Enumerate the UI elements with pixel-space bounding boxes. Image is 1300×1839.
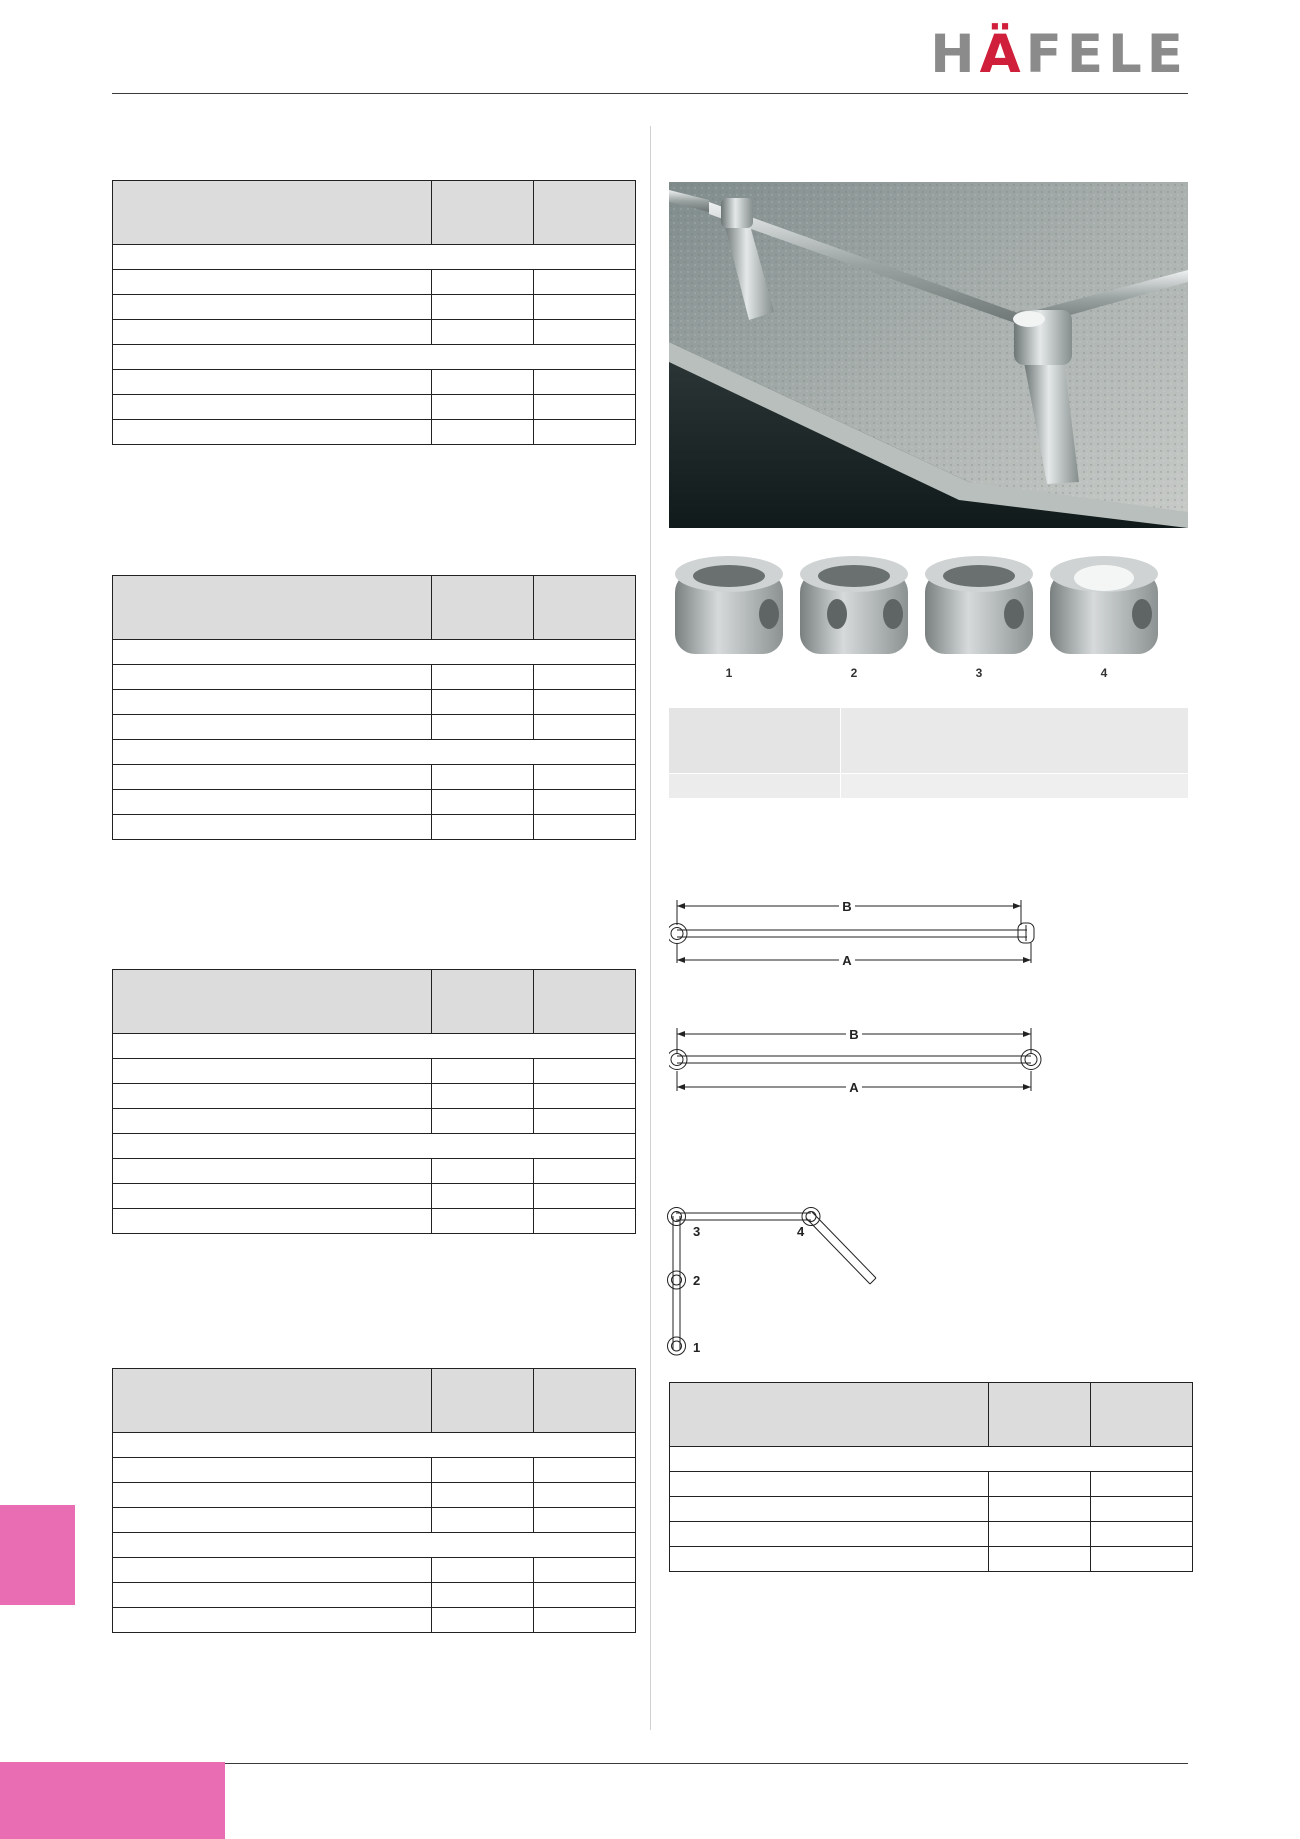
spec-table-5 bbox=[669, 1382, 1193, 1572]
group-row bbox=[113, 345, 636, 370]
brand-logo bbox=[930, 24, 1188, 85]
group-row bbox=[113, 740, 636, 765]
corner-label-2: 2 bbox=[693, 1273, 701, 1288]
header-cell bbox=[113, 1369, 432, 1433]
header-cell bbox=[989, 1383, 1091, 1447]
spec-table-3 bbox=[112, 969, 636, 1234]
dim-label-a: A bbox=[849, 1080, 859, 1093]
railing-product-photo bbox=[669, 182, 1188, 528]
ring-3 bbox=[925, 556, 1033, 654]
header-cell bbox=[113, 970, 432, 1034]
group-row bbox=[113, 1134, 636, 1159]
group-row bbox=[113, 1433, 636, 1458]
header-cell bbox=[113, 181, 432, 245]
dim-label-b: B bbox=[842, 899, 852, 914]
ring-4 bbox=[1050, 556, 1158, 654]
logo-letters-start: H bbox=[930, 24, 980, 85]
header-cell bbox=[432, 181, 534, 245]
straight-rail-drawing-1 bbox=[669, 895, 1049, 965]
header-cell bbox=[534, 181, 636, 245]
straight-rail-drawing-2 bbox=[669, 1023, 1049, 1093]
ring-1 bbox=[675, 556, 783, 654]
footer-rule bbox=[112, 1763, 1188, 1764]
ring-label-4: 4 bbox=[1100, 666, 1108, 680]
finish-header-cell bbox=[841, 708, 1188, 773]
logo-letters-end: FELE bbox=[1025, 24, 1188, 85]
logo-letter-accent: Ä bbox=[979, 24, 1026, 85]
corner-label-4: 4 bbox=[797, 1224, 805, 1239]
finish-value-cell bbox=[669, 774, 840, 798]
spec-table-2 bbox=[112, 575, 636, 840]
header-cell bbox=[432, 576, 534, 640]
header-rule bbox=[112, 93, 1188, 94]
header-cell bbox=[534, 970, 636, 1034]
group-row bbox=[113, 1034, 636, 1059]
header-cell bbox=[670, 1383, 989, 1447]
ring-2 bbox=[800, 556, 908, 654]
corner-label-3: 3 bbox=[693, 1224, 701, 1239]
spec-table-1 bbox=[112, 180, 636, 445]
dim-label-b: B bbox=[849, 1027, 859, 1042]
ring-label-1: 1 bbox=[725, 666, 733, 680]
header-cell bbox=[534, 1369, 636, 1433]
group-row bbox=[670, 1447, 1193, 1472]
header-cell bbox=[432, 970, 534, 1034]
finish-value-cell bbox=[841, 774, 1188, 798]
connector-rings-figure bbox=[669, 552, 1188, 684]
section-tab bbox=[0, 1505, 75, 1605]
finish-header-cell bbox=[669, 708, 840, 773]
finish-table bbox=[669, 708, 1188, 798]
ring-label-3: 3 bbox=[975, 666, 983, 680]
header-cell bbox=[113, 576, 432, 640]
header-cell bbox=[1091, 1383, 1193, 1447]
group-row bbox=[113, 640, 636, 665]
corner-label-1: 1 bbox=[693, 1340, 701, 1355]
corner-rail-drawing bbox=[666, 1200, 896, 1360]
header-cell bbox=[534, 576, 636, 640]
group-row bbox=[113, 245, 636, 270]
dim-label-a: A bbox=[842, 953, 852, 965]
group-row bbox=[113, 1533, 636, 1558]
header-cell bbox=[432, 1369, 534, 1433]
spec-table-4 bbox=[112, 1368, 636, 1633]
footer-section-block bbox=[0, 1762, 225, 1839]
column-divider bbox=[650, 126, 651, 1730]
ring-label-2: 2 bbox=[850, 666, 858, 680]
